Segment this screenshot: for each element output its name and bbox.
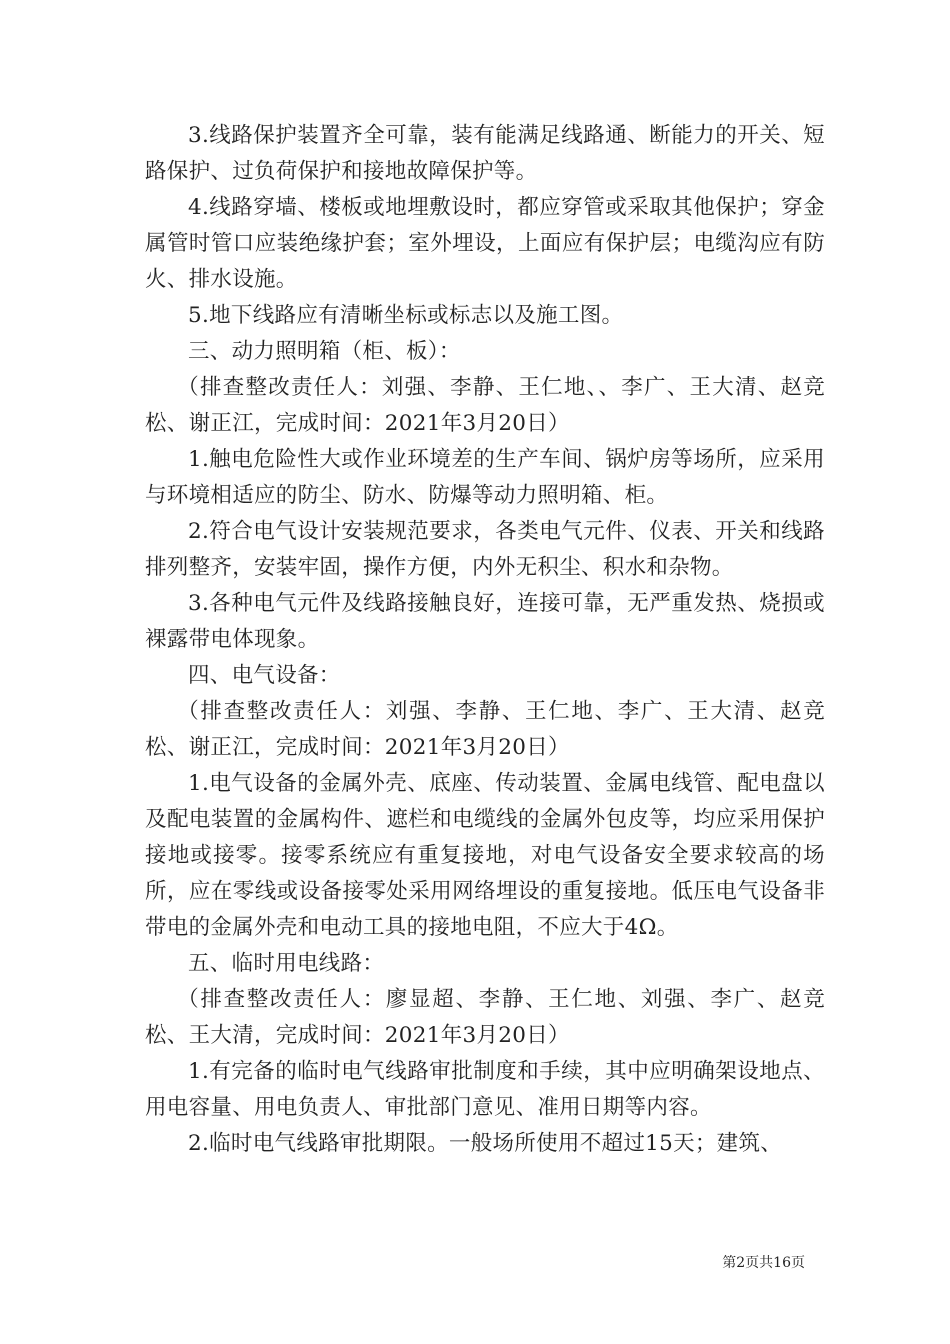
responsibility-note: （排查整改责任人：刘强、李静、王仁地、李广、王大清、赵竞松、谢正江，完成时间：2021年3月20日） — [145, 699, 825, 760]
document-body — [145, 118, 825, 1162]
footer-page-number: 2 — [736, 1255, 746, 1271]
section-heading: 五、临时用电线路： — [188, 951, 385, 976]
footer-suffix: 页 — [791, 1255, 805, 1271]
footer-prefix: 第 — [722, 1255, 737, 1271]
paragraph: 1.电气设备的金属外壳、底座、传动装置、金属电线管、配电盘以及配电装置的金属构件、遮栏和电缆线的金属外包皮等，均应采用保护接地或接零。接零系统应有重复接地，对电气设备安全要求较高的场所，应在零线或设备接零处采用网络埋设的重复接地。低压电气设备非带电的金属外壳和电动工具的接地电阻，不应大于4Ω。 — [145, 771, 825, 940]
paragraph: 3.各种电气元件及线路接触良好，连接可靠，无严重发热、烧损或裸露带电体现象。 — [145, 591, 825, 652]
responsibility-note: （排查整改责任人：廖显超、李静、王仁地、刘强、李广、赵竞松、王大清，完成时间：2021年3月20日） — [145, 987, 825, 1048]
paragraph: 3.线路保护装置齐全可靠，装有能满足线路通、断能力的开关、短路保护、过负荷保护和接地故障保护等。 — [145, 123, 825, 184]
paragraph: 4.线路穿墙、楼板或地埋敷设时，都应穿管或采取其他保护；穿金属管时管口应装绝缘护套；室外埋设，上面应有保护层；电缆沟应有防火、排水设施。 — [145, 195, 825, 292]
responsibility-note: （排查整改责任人：刘强、李静、王仁地、、李广、王大清、赵竞松、谢正江，完成时间：2021年3月20日） — [145, 375, 825, 436]
paragraph: 2.符合电气设计安装规范要求，各类电气元件、仪表、开关和线路排列整齐，安装牢固，操作方便，内外无积尘、积水和杂物。 — [145, 519, 825, 580]
page-footer — [722, 1252, 805, 1272]
footer-middle: 页共 — [745, 1255, 774, 1271]
paragraph: 1.触电危险性大或作业环境差的生产车间、锅炉房等场所，应采用与环境相适应的防尘、防水、防爆等动力照明箱、柜。 — [145, 447, 825, 508]
footer-total-pages: 16 — [773, 1255, 791, 1271]
paragraph: 2.临时电气线路审批期限。一般场所使用不超过15天；建筑、 — [188, 1131, 783, 1156]
section-heading: 四、电气设备： — [188, 663, 341, 688]
paragraph: 1.有完备的临时电气线路审批制度和手续，其中应明确架设地点、用电容量、用电负责人、审批部门意见、准用日期等内容。 — [145, 1059, 825, 1120]
paragraph: 5.地下线路应有清晰坐标或标志以及施工图。 — [188, 303, 624, 328]
section-heading: 三、动力照明箱（柜、板）： — [188, 339, 461, 364]
